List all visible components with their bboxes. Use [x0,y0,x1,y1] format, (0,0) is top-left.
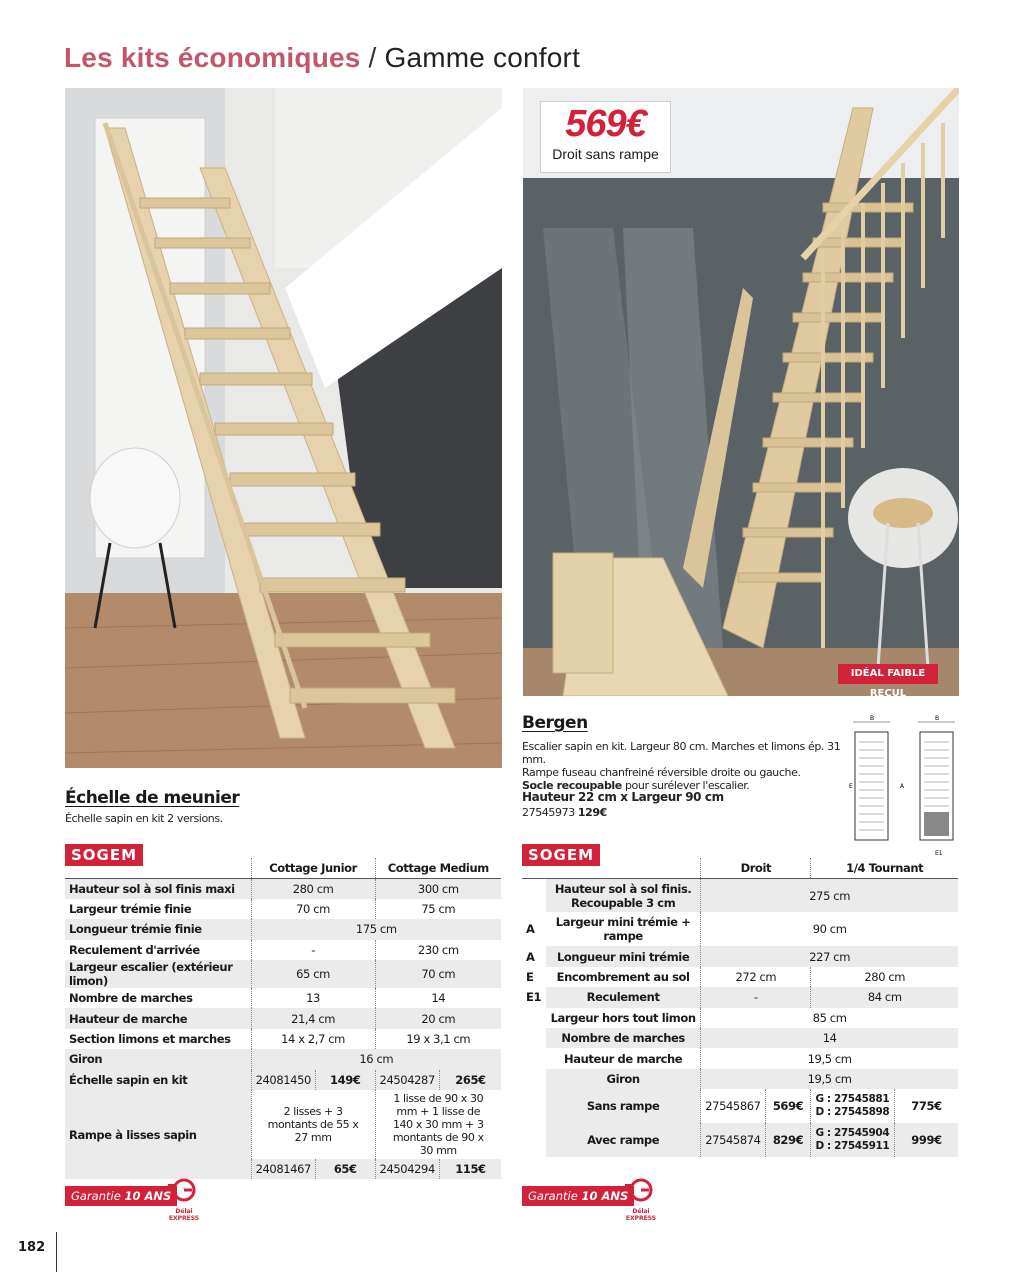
guarantee-prefix: Garantie [71,1189,121,1203]
express-label-2: EXPRESS [625,1214,657,1222]
table-row [522,1048,958,1068]
stair-diagram [845,712,957,857]
table-row [65,940,501,960]
row-value-medium: 19 x 3,1 cm [375,1029,501,1049]
row-label: Encombrement au sol [556,969,690,984]
col-header-medium: Cottage Medium [375,858,501,878]
guarantee-value: 10 ANS [581,1189,629,1203]
table-row [65,899,501,919]
ladder-title: Échelle de meunier [65,788,240,808]
spec-header-blank [522,858,546,878]
table-row [522,878,958,912]
row-value: 175 cm [251,919,501,939]
row-label: Reculement d'arrivée [69,942,200,957]
table-row [65,878,501,898]
ladder-description: Échelle sapin en kit 2 versions. [65,812,223,825]
guarantee-value: 10 ANS [124,1189,172,1203]
socle-option-label: Hauteur 22 cm x Largeur 90 cm [522,790,724,804]
rampe-price-junior: 65€ [315,1159,375,1179]
ref-droite: D : 27545911 [815,1140,890,1153]
page-number: 182 [18,1240,46,1255]
price-tag [540,101,671,173]
rampe-desc-junior: 2 lisses + 3 montants de 55 x 27 mm [251,1090,375,1159]
stair-plan-drawing [845,712,957,857]
rampe-desc-medium: 1 lisse de 90 x 30 mm + 1 lisse de 140 x 30 mm + 3 montants de 90 x 30 mm [375,1090,501,1159]
table-row [522,1123,958,1157]
avec-rampe-price-tournant: 999€ [895,1123,958,1157]
row-value-junior: 14 x 2,7 cm [251,1029,375,1049]
row-value-junior: 21,4 cm [251,1008,375,1028]
title-main: Gamme confort [384,42,581,73]
row-label: Avec rampe [587,1133,660,1148]
row-letter: A [526,949,535,964]
table-row [522,946,958,966]
dim-b-right: B [934,715,940,722]
table-row [522,987,958,1007]
col-header-droit: Droit [701,858,811,878]
row-label: Échelle sapin en kit [69,1072,188,1087]
table-row [65,1049,501,1069]
bergen-spec-table [522,858,958,1157]
row-label: Longueur mini trémie [546,946,701,966]
row-value-junior: 65 cm [251,960,375,988]
express-label-1: Délai [175,1208,193,1215]
row-letter: A [526,922,535,937]
express-delivery-badge [164,1176,204,1222]
table-row [65,919,501,939]
row-label: Largeur trémie finie [69,901,192,916]
express-label-1: Délai [632,1208,650,1215]
dim-a: A [900,783,905,790]
row-letter [522,1008,546,1028]
delivery-clock-icon [164,1176,204,1204]
bergen-photo [523,88,959,696]
express-delivery-badge [621,1176,661,1222]
row-letter [522,1028,546,1048]
kit-price-junior: 149€ [315,1070,375,1090]
table-row [522,1028,958,1048]
row-letter [522,1123,546,1157]
ladder-photo-illustration [65,88,502,768]
row-label: Largeur hors tout limon [550,1010,696,1025]
row-value-junior: 70 cm [251,899,375,919]
bergen-description [522,740,844,792]
spec-header-blank [546,858,701,878]
row-letter [522,1089,546,1123]
row-label: Rampe à lisses sapin [65,1090,251,1179]
row-letter: E [526,969,534,984]
express-label-2: EXPRESS [168,1214,200,1222]
ref-gauche: G : 27545904 [815,1127,890,1140]
dim-e1: E1 [935,850,943,857]
guarantee-badge [65,1186,177,1206]
socle-option-ref: 27545973 [522,806,575,819]
guarantee-badge [522,1186,634,1206]
dim-b-left: B [869,715,875,722]
row-label: Reculement [546,987,701,1007]
delivery-clock-icon [621,1176,661,1204]
table-row [522,967,958,987]
row-label: Nombre de marches [546,1028,701,1048]
guarantee-prefix: Garantie [528,1189,578,1203]
row-value: 90 cm [701,912,958,946]
row-label: Hauteur sol à sol finis. Recoupable 3 cm [546,878,701,912]
table-row [65,988,501,1008]
table-row [522,1008,958,1028]
page-title [64,42,580,74]
row-value-tournant: 280 cm [811,967,958,987]
row-value-medium: 20 cm [375,1008,501,1028]
title-accent: Les kits économiques [64,42,361,73]
row-label: Section limons et marches [69,1031,231,1046]
row-value-droit: - [701,987,811,1007]
sogem-logo: SOGEM [522,844,600,866]
col-header-tournant: 1/4 Tournant [811,858,958,878]
ref-droite: D : 27545898 [815,1106,890,1119]
row-value-droit: 272 cm [701,967,811,987]
bergen-desc-line-1: Escalier sapin en kit. Largeur 80 cm. Marches et limons ép. 31 mm. [522,740,841,766]
kit-ref-junior: 24081450 [251,1070,315,1090]
row-value-medium: 300 cm [375,878,501,898]
row-value-medium: 70 cm [375,960,501,988]
socle-option-ref-line [522,806,607,819]
avec-rampe-ref-droit: 27545874 [701,1123,765,1157]
row-value: 16 cm [251,1049,501,1069]
spec-header-blank [65,858,251,878]
table-row [522,1089,958,1123]
sans-rampe-price-droit: 569€ [765,1089,811,1123]
bergen-title: Bergen [522,713,588,733]
table-row [522,1069,958,1089]
col-header-junior: Cottage Junior [251,858,375,878]
row-value-junior: - [251,940,375,960]
row-value-medium: 14 [375,988,501,1008]
row-label: Sans rampe [546,1089,701,1123]
kit-ref-medium: 24504287 [375,1070,439,1090]
row-letter [522,1069,546,1089]
row-letter [522,878,546,912]
sans-rampe-refs-tournant [811,1089,895,1123]
row-value-medium: 75 cm [375,899,501,919]
avec-rampe-refs-tournant [811,1123,895,1157]
row-value: 14 [701,1028,958,1048]
bergen-spec-rows [522,878,958,1089]
kit-price-medium: 265€ [439,1070,501,1090]
row-value: 227 cm [701,946,958,966]
page-divider [56,1232,57,1272]
bergen-desc-line-2: Rampe fuseau chanfreiné réversible droite ou gauche. [522,766,801,779]
table-row [65,1029,501,1049]
sogem-logo: SOGEM [65,844,143,866]
row-letter: E1 [526,990,542,1005]
table-row [65,1008,501,1028]
row-value-junior: 280 cm [251,878,375,898]
bergen-desc-rest: pour surélever l'escalier. [624,779,750,792]
row-label: Longueur trémie finie [69,922,202,937]
socle-option-price: 129€ [577,806,607,819]
ladder-photo [65,88,502,768]
table-row [65,960,501,988]
sans-rampe-ref-droit: 27545867 [701,1089,765,1123]
table-row [522,912,958,946]
row-value: 19,5 cm [701,1069,958,1089]
bergen-photo-illustration [523,88,959,696]
row-label: Hauteur de marche [564,1051,683,1066]
price-value: 569€ [565,103,646,145]
row-value-medium: 230 cm [375,940,501,960]
row-label: Giron [546,1069,701,1089]
row-value-tournant: 84 cm [811,987,958,1007]
price-label: Droit sans rampe [552,146,659,162]
row-label: Nombre de marches [69,991,193,1006]
rampe-price-medium: 115€ [439,1159,501,1179]
rampe-ref-junior: 24081467 [251,1159,315,1179]
ladder-spec-table [65,858,501,1179]
rampe-ref-medium: 24504294 [375,1159,439,1179]
row-value: 275 cm [701,878,958,912]
row-label: Largeur mini trémie + rampe [555,915,691,944]
row-value: 19,5 cm [701,1048,958,1068]
row-label: Largeur escalier (extérieur limon) [69,959,233,988]
ladder-spec-rows [65,878,501,1069]
avec-rampe-price-droit: 829€ [765,1123,811,1157]
ref-gauche: G : 27545881 [815,1093,890,1106]
title-separator: / [368,42,377,73]
ideal-badge: IDÉAL FAIBLE RECUL [838,664,938,684]
table-row [65,1070,501,1090]
table-row [65,1090,501,1159]
sans-rampe-price-tournant: 775€ [895,1089,958,1123]
bergen-desc-bold: Socle recoupable [522,779,622,792]
row-label: Giron [69,1052,103,1067]
row-value: 85 cm [701,1008,958,1028]
row-letter [522,1048,546,1068]
row-label: Hauteur de marche [69,1011,188,1026]
row-value-junior: 13 [251,988,375,1008]
row-label: Hauteur sol à sol finis maxi [69,881,235,896]
dim-e: E [849,783,853,790]
